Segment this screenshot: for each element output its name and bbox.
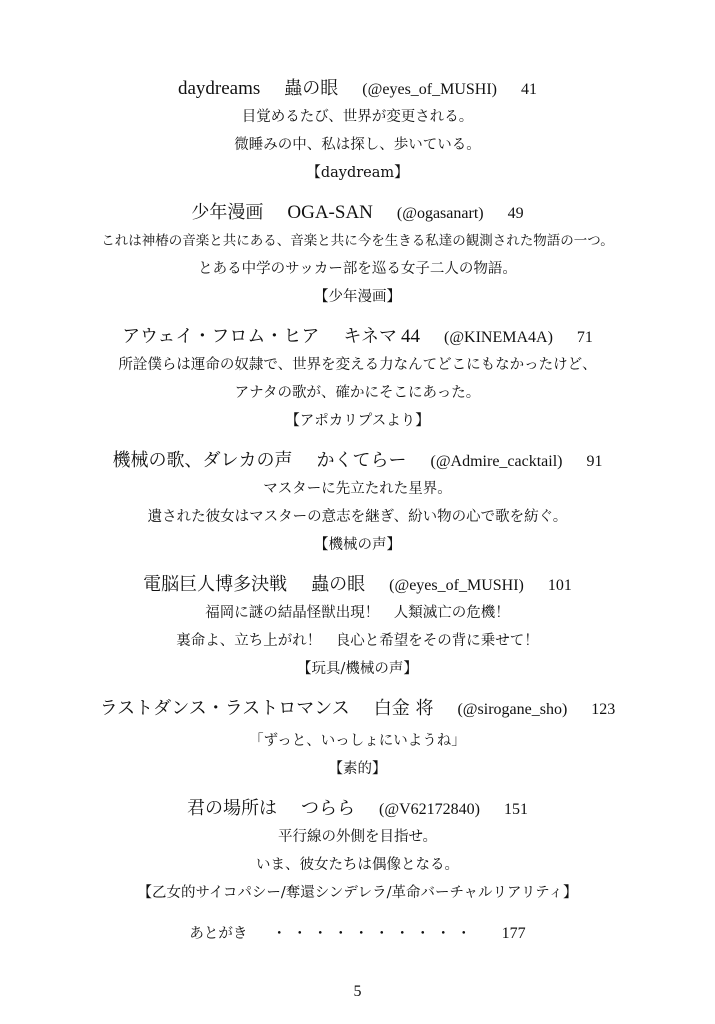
- entry-summary: マスターに先立たれた星界。: [263, 481, 452, 497]
- entry-title: 少年漫画: [191, 202, 264, 223]
- entry-page: 151: [503, 801, 528, 818]
- entry-handle: (@Admire_cacktail): [430, 453, 563, 470]
- entry-summary: 微睡みの中、私は探し、歩いている。: [234, 137, 481, 153]
- toc-entry: [0, 447, 715, 559]
- entry-tag: 【素的】: [328, 761, 387, 777]
- entry-title: 機械の歌、ダレカの声: [112, 450, 293, 471]
- entry-handle: (@ogasanart): [396, 205, 484, 222]
- entry-author: つらら: [301, 798, 356, 819]
- entry-handle: (@sirogane_sho): [457, 701, 568, 718]
- entry-page: 91: [586, 453, 603, 470]
- entry-page: 101: [547, 577, 572, 594]
- afterword-page: 177: [501, 925, 526, 942]
- entry-author: OGA-SAN: [287, 202, 373, 223]
- entry-title: daydreams: [177, 78, 261, 99]
- entry-summary: 目覚めるたび、世界が変更される。: [241, 109, 474, 125]
- entry-title: ラストダンス・ラストロマンス: [99, 698, 350, 719]
- entry-page: 49: [507, 205, 524, 222]
- entry-tag: 【乙女的サイコパシー/奪還シンデレラ/革命バーチャルリアリティ】: [137, 885, 578, 901]
- entry-heading: [0, 447, 715, 475]
- toc-entry: [0, 75, 715, 187]
- toc-entry: [0, 571, 715, 683]
- entry-tag: 【機械の声】: [314, 537, 401, 553]
- entry-heading: [0, 795, 715, 823]
- entry-title: アウェイ・フロム・ヒア: [122, 326, 320, 347]
- entry-handle: (@eyes_of_MUSHI): [389, 577, 524, 594]
- entry-title: 電脳巨人博多決戦: [143, 574, 288, 595]
- entry-summary: 裏命よ、立ち上がれ！ 良心と希望をその背に乗せて！: [176, 633, 539, 649]
- entry-tag: 【少年漫画】: [314, 289, 401, 305]
- afterword-label: あとがき: [189, 926, 248, 942]
- entry-handle: (@V62172840): [379, 801, 480, 818]
- toc-entry: [0, 199, 715, 311]
- entry-title: 君の場所は: [187, 798, 278, 819]
- entry-handle: (@KINEMA4A): [443, 329, 553, 346]
- entry-tag: 【daydream】: [306, 165, 409, 181]
- entry-author: かくてらー: [316, 450, 407, 471]
- entry-heading: [0, 75, 715, 103]
- toc-entry: [0, 795, 715, 907]
- entry-page: 123: [591, 701, 616, 718]
- entry-page: 71: [576, 329, 593, 346]
- entry-summary: 所詮僕らは運命の奴隷で、世界を変える力なんてどこにもなかったけど、: [118, 357, 597, 373]
- entry-summary: これは神椿の音楽と共にある、音楽と共に今を生きる私達の観測された物語の一つ。: [101, 233, 614, 249]
- entry-author: 白金 将: [373, 698, 434, 719]
- entry-heading: [0, 695, 715, 723]
- entry-author: キネマ: [343, 326, 397, 347]
- entry-author: 蟲の眼: [311, 574, 366, 595]
- entry-summary: アナタの歌が、確かにそこにあった。: [234, 385, 481, 401]
- table-of-contents: [0, 75, 715, 949]
- afterword-entry: [0, 919, 715, 949]
- entry-author-number: 44: [400, 326, 420, 347]
- entry-heading: [0, 323, 715, 351]
- entry-heading: [0, 571, 715, 599]
- entry-tag: 【玩具/機械の声】: [297, 661, 418, 677]
- entry-summary: 福岡に謎の結晶怪獣出現！ 人類滅亡の危機！: [205, 605, 510, 621]
- entry-summary: いま、彼女たちは偶像となる。: [256, 857, 459, 873]
- entry-summary: 遺された彼女はマスターの意志を継ぎ、紛い物の心で歌を紡ぐ。: [147, 509, 568, 525]
- leader-dots: ・・・・・・・・・・: [272, 926, 477, 942]
- entry-handle: (@eyes_of_MUSHI): [362, 81, 498, 98]
- entry-author: 蟲の眼: [284, 78, 339, 99]
- page-number: 5: [353, 983, 362, 1000]
- entry-page: 41: [521, 81, 538, 98]
- entry-summary: 「ずっと、いっしょにいようね」: [249, 733, 466, 749]
- entry-heading: [0, 199, 715, 227]
- entry-tag: 【アポカリプスより】: [285, 413, 430, 429]
- toc-entry: [0, 695, 715, 783]
- entry-summary: とある中学のサッカー部を巡る女子二人の物語。: [198, 261, 517, 277]
- entry-summary: 平行線の外側を目指せ。: [277, 829, 438, 845]
- toc-entry: [0, 323, 715, 435]
